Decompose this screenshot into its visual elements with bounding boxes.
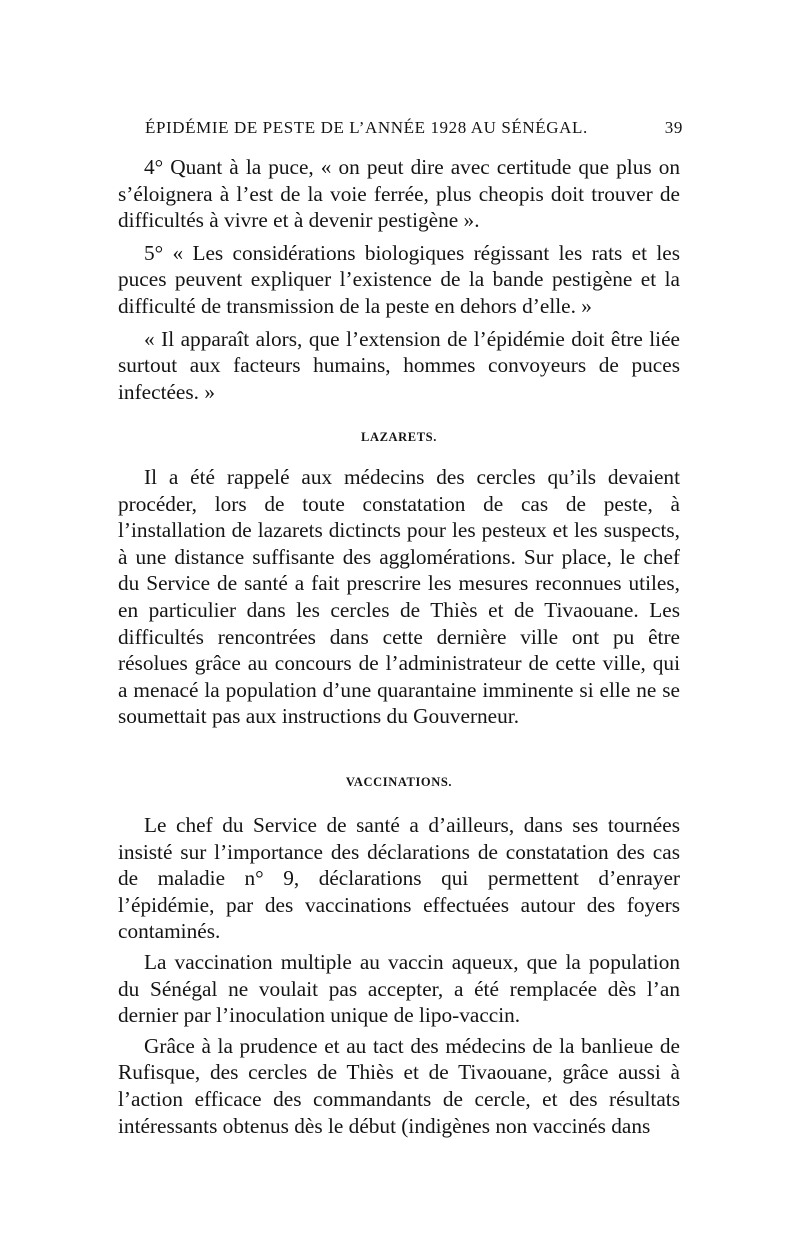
paragraph-lazarets: Il a été rappelé aux médecins des cercles qu’ils devaient procéder, lors de toute constatation de cas de peste, à l’installation de lazarets dictincts pour les pesteux et les suspects, à une distance suffisante des agglomérations. Sur place, le chef du Service de santé a fait prescrire les mesures reconnues utiles, en particulier dans les cercles de Thiès et de Tivaouane. Les difficultés rencontrées dans cette dernière ville ont pu être résolues grâce au concours de l’administrateur de cette ville, qui a menacé la population d’une quarantaine imminente si elle ne se soumettait pas aux instructions du Gouverneur. (118, 465, 680, 729)
paragraph-vaccinations-3: Grâce à la prudence et au tact des médecins de la banlieue de Rufisque, des cercles de Thiès et de Tivaouane, grâce aussi à l’action efficace des commandants de cercle, et des résultats intéressants obtenus dès le début (indigènes non vaccinés dans (118, 1033, 680, 1138)
paragraph-point-4: 4° Quant à la puce, « on peut dire avec certitude que plus on s’éloignera à l’est de la voie ferrée, plus cheopis doit trouver de difficultés à vivre et à devenir pestigène ». (118, 155, 680, 233)
paragraph-vaccinations-1: Le chef du Service de santé a d’ailleurs, dans ses tournées insisté sur l’importance des déclarations de constatation des cas de maladie n° 9, déclarations qui permettent d’enrayer l’épidémie, par des vaccinations effectuées autour des foyers contaminés. (118, 813, 680, 944)
section-title-lazarets: LAZARETS. (361, 430, 437, 444)
running-title: ÉPIDÉMIE DE PESTE DE L’ANNÉE 1928 AU SÉNÉGAL. (145, 118, 588, 137)
running-header (145, 118, 683, 138)
paragraph-conclusion-quote: « Il apparaît alors, que l’extension de l’épidémie doit être liée surtout aux facteurs humains, hommes convoyeurs de puces infectées. » (118, 326, 680, 404)
section-title-vaccinations: VACCINATIONS. (345, 775, 453, 789)
page-number: 39 (664, 118, 683, 137)
paragraph-vaccinations-2: La vaccination multiple au vaccin aqueux, que la population du Sénégal ne voulait pas accepter, a été remplacée dès l’an dernier par l’inoculation unique de lipo-vaccin. (118, 949, 680, 1028)
opening-text-block (118, 154, 680, 405)
lazarets-text-block (118, 464, 680, 730)
paragraph-point-5: 5° « Les considérations biologiques régissant les rats et les puces peuvent expliquer l’existence de la bande pestigène et la difficulté de transmission de la peste en dehors d’elle. » (118, 240, 680, 318)
vaccinations-text-block (118, 812, 680, 1139)
